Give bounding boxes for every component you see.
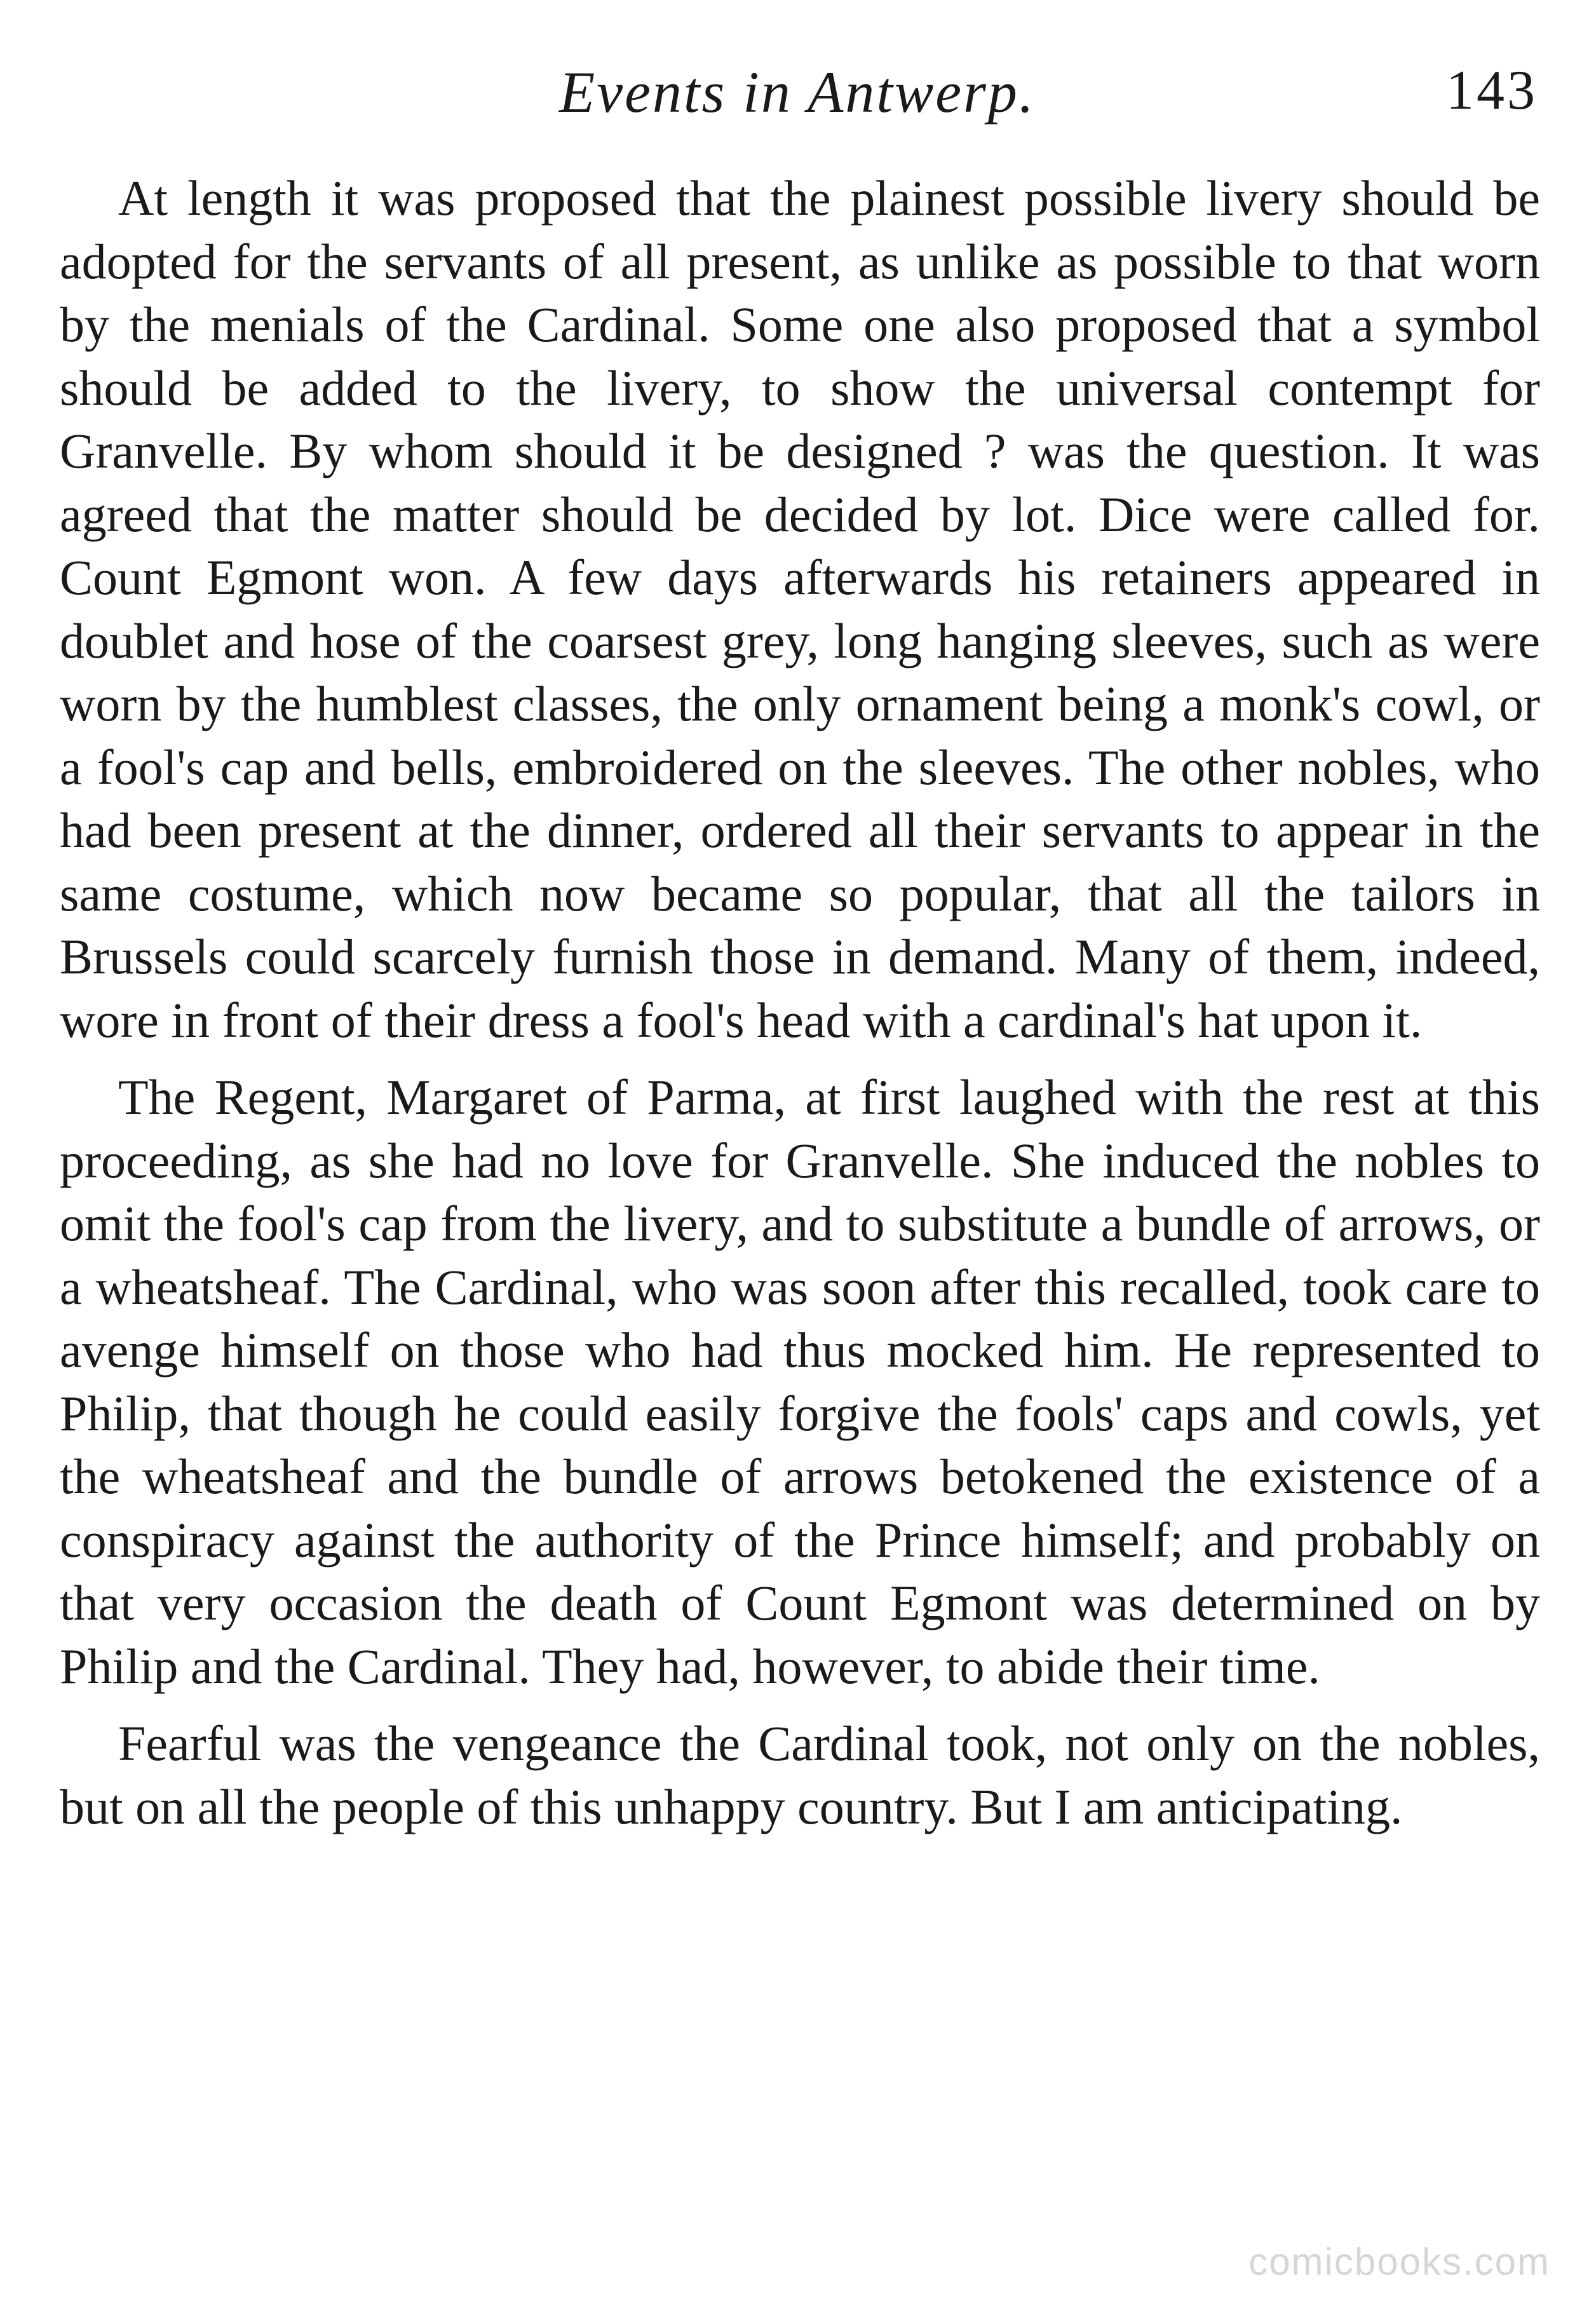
paragraph-1: At length it was proposed that the plainest possible livery should be adopted for the servants of all present, as unlike as possible to that worn by the menials of the Cardinal. Some one also proposed that a symbol should be added to the livery, to show the universal contempt for Granvelle. By whom should it be designed ? was the question. It was agreed that the matter should be decided by lot. Dice were called for. Count Egmont won. A few days afterwards his retainers appeared in doublet and hose of the coarsest grey, long hanging sleeves, such as were worn by the humblest classes, the only ornament being a monk's cowl, or a fool's cap and bells, embroidered on the sleeves. The other nobles, who had been present at the dinner, ordered all their servants to appear in the same costume, which now became so popular, that all the tailors in Brussels could scarcely furnish those in demand. Many of them, indeed, wore in front of their dress a fool's head with a cardinal's hat upon it. bbox=[60, 170, 1540, 1048]
paragraph-2: The Regent, Margaret of Parma, at first laughed with the rest at this proceeding, as she had no love for Granvelle. She induced the nobles to omit the fool's cap from the livery, and to substitute a bundle of arrows, or a wheatsheaf. The Cardinal, who was soon after this recalled, took care to avenge himself on those who had thus mocked him. He represented to Philip, that though he could easily forgive the fools' caps and cowls, yet the wheatsheaf and the bundle of arrows betokened the existence of a conspiracy against the authority of the Prince himself; and probably on that very occasion the death of Count Egmont was determined on by Philip and the Cardinal. They had, however, to abide their time. bbox=[60, 1069, 1540, 1694]
watermark: comicbooks.com bbox=[1248, 2240, 1550, 2283]
page-number: 143 bbox=[1446, 60, 1538, 121]
body-text bbox=[60, 166, 1540, 1852]
page-header bbox=[57, 58, 1538, 141]
running-title: Events in Antwerp. bbox=[559, 60, 1036, 125]
paragraph-3: Fearful was the vengeance the Cardinal took, not only on the nobles, but on all the people of this unhappy country. But I am anticipating. bbox=[60, 1716, 1540, 1834]
